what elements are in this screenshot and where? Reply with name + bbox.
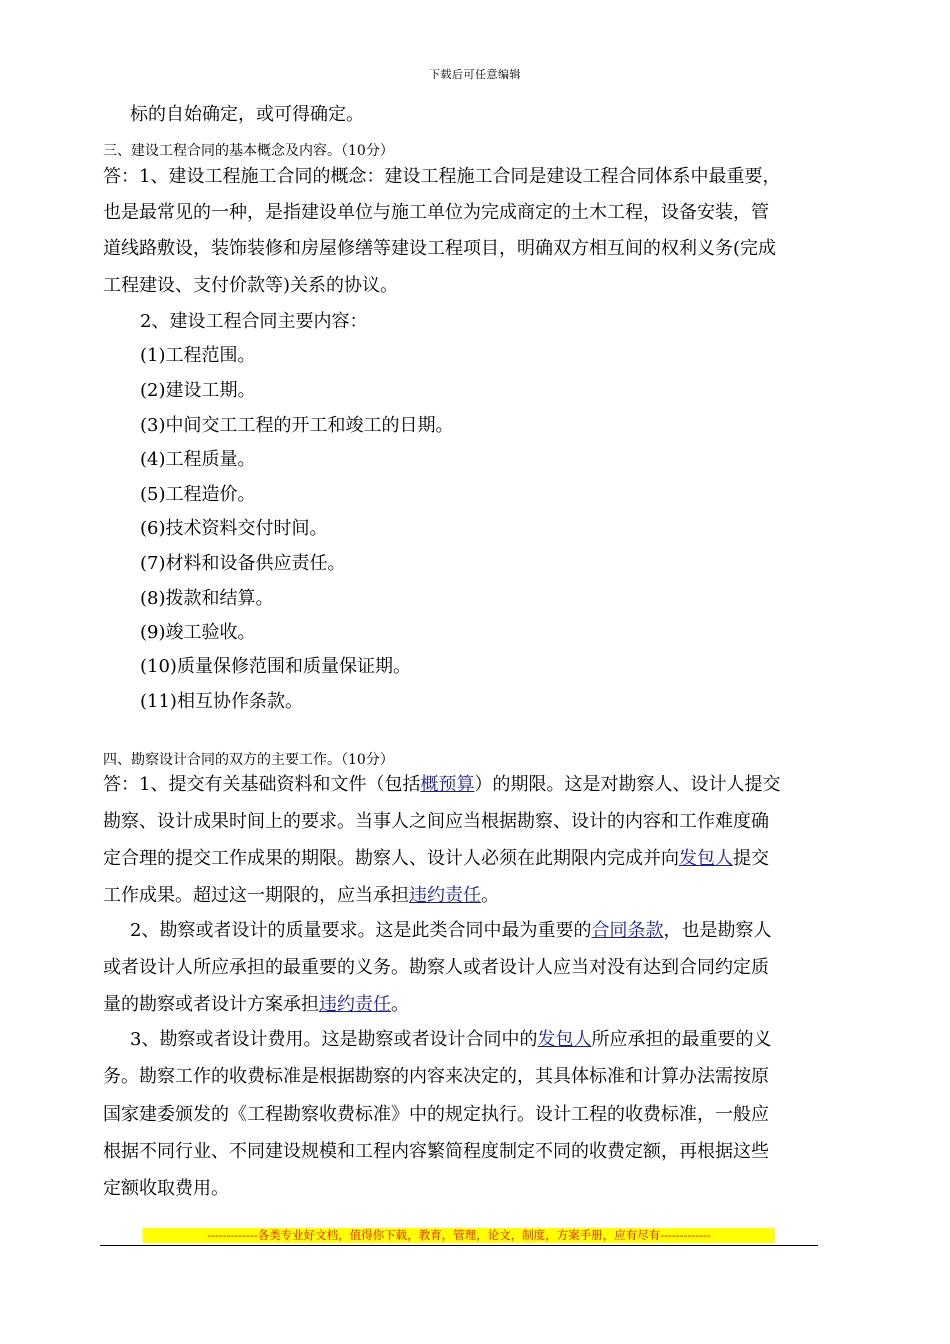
section3-item: (7)材料和设备供应责任。: [140, 553, 346, 574]
link-breach-liability[interactable]: 违约责任: [409, 885, 481, 906]
text: 定合理的提交工作成果的期限。勘察人、设计人必须在此期限内完成并向: [103, 848, 679, 869]
section3-item: (8)拨款和结算。: [140, 588, 274, 609]
section3-item: (11)相互协作条款。: [140, 691, 303, 712]
section4-p1-line2: 勘察、设计成果时间上的要求。当事人之间应当根据勘察、设计的内容和工作难度确: [103, 811, 769, 832]
section3-item: (4)工程质量。: [140, 449, 256, 470]
section3-p1-line3: 道线路敷设，装饰装修和房屋修缮等建设工程项目，明确双方相互间的权利义务(完成: [103, 238, 777, 259]
section3-item: (5)工程造价。: [140, 484, 256, 505]
page-header: 下载后可任意编辑: [429, 68, 521, 81]
link-employer[interactable]: 发包人: [537, 1029, 592, 1050]
section4-p1-line3: [103, 847, 769, 871]
link-employer[interactable]: 发包人: [679, 848, 733, 869]
section4-p1-line1: [103, 773, 780, 797]
footer-banner: -------------各类专业好文档，值得你下载，教育，管理，论文，制度，方案手册，应有尽有-------------: [143, 1228, 775, 1243]
section3-item: (3)中间交工工程的开工和竣工的日期。: [140, 415, 454, 436]
section4-p3-line1: [130, 1028, 771, 1052]
text: 。: [481, 885, 499, 906]
link-contract-terms[interactable]: 合同条款: [591, 920, 664, 941]
section4-p3-line5: 定额收取费用。: [103, 1178, 229, 1199]
section4-p2-line3: [103, 993, 409, 1017]
section4-title: 四、勘察设计合同的双方的主要工作。（10分）: [103, 752, 394, 768]
footer-divider: [100, 1245, 818, 1246]
text: 工作成果。超过这一期限的，应当承担: [103, 885, 409, 906]
link-breach-liability[interactable]: 违约责任: [319, 994, 391, 1015]
section3-item: (9)竣工验收。: [140, 622, 256, 643]
section3-p1-line1: 答：1、建设工程施工合同的概念：建设工程施工合同是建设工程合同体系中最重要，: [103, 166, 781, 187]
text: 量的勘察或者设计方案承担: [103, 994, 319, 1015]
section3-item: (6)技术资料交付时间。: [140, 518, 328, 539]
section3-item: (2)建设工期。: [140, 380, 256, 401]
text: ）的期限。这是对勘察人、设计人提交: [474, 774, 781, 795]
text: 3、勘察或者设计费用。这是勘察或者设计合同中的: [130, 1029, 538, 1050]
intro-line: 标的自始确定，或可得确定。: [130, 104, 364, 125]
text: 2、勘察或者设计的质量要求。这是此类合同中最为重要的: [130, 920, 592, 941]
section4-p2-line1: [130, 919, 771, 943]
text: 所应承担的最重要的义: [591, 1029, 772, 1050]
text: ，也是勘察人: [663, 920, 772, 941]
text: 提交: [733, 848, 769, 869]
section3-item: (10)质量保修范围和质量保证期。: [140, 656, 411, 677]
link-budget[interactable]: 概预算: [420, 774, 475, 795]
section3-item: (1)工程范围。: [140, 345, 256, 366]
section4-p3-line4: 根据不同行业、不同建设规模和工程内容繁简程度制定不同的收费定额，再根据这些: [103, 1141, 769, 1162]
text: 答：1、提交有关基础资料和文件（包括: [103, 774, 421, 795]
section4-p1-line4: [103, 884, 499, 908]
section3-p2: 2、建设工程合同主要内容：: [140, 311, 368, 332]
text: 。: [391, 994, 409, 1015]
section3-p1-line2: 也是最常见的一种，是指建设单位与施工单位为完成商定的土木工程，设备安装，管: [103, 202, 769, 223]
section4-p2-line2: 或者设计人所应承担的最重要的义务。勘察人或者设计人应当对没有达到合同约定质: [103, 957, 769, 978]
section3-p1-line4: 工程建设、支付价款等)关系的协议。: [103, 275, 399, 296]
section3-title: 三、建设工程合同的基本概念及内容。（10分）: [103, 143, 394, 159]
section4-p3-line3: 国家建委颁发的《工程勘察收费标准》中的规定执行。设计工程的收费标准，一般应: [103, 1104, 769, 1125]
section4-p3-line2: 务。勘察工作的收费标准是根据勘察的内容来决定的，其具体标准和计算办法需按原: [103, 1066, 769, 1087]
